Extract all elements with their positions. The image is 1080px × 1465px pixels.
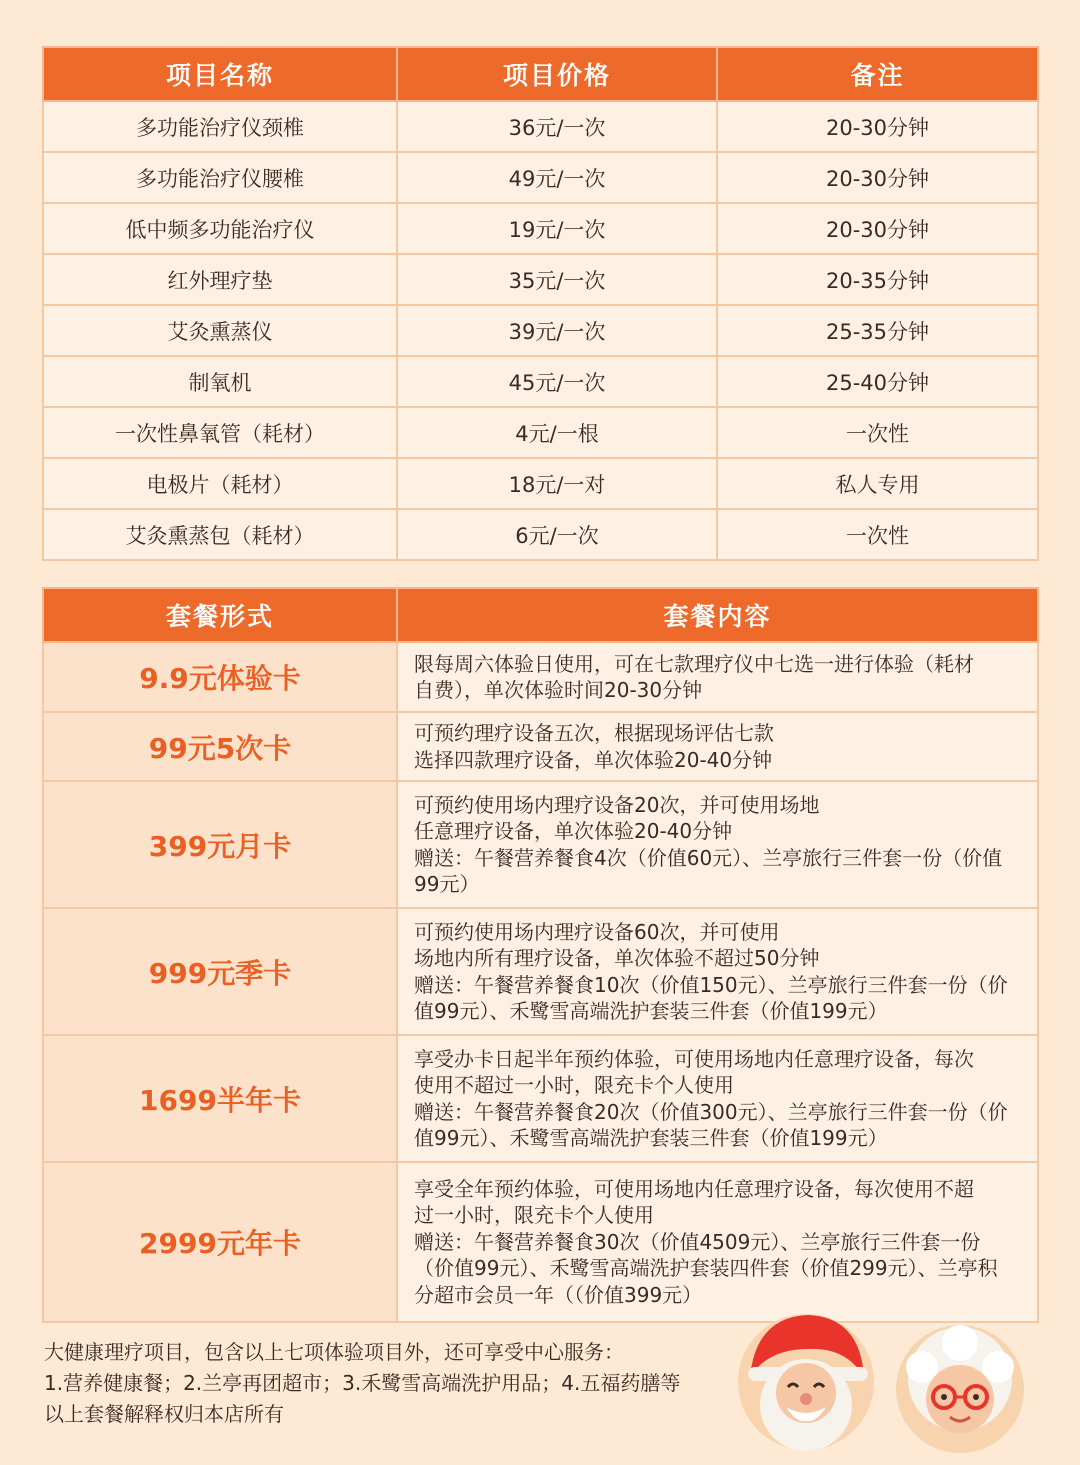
package-description-line: 选择四款理疗设备，单次体验20-40分钟 [414, 747, 773, 772]
table-row [43, 152, 1038, 203]
item-name: 艾灸熏蒸仪 [43, 305, 397, 356]
package-name: 2999元年卡 [43, 1162, 397, 1322]
package-description [397, 712, 1038, 781]
package-description [397, 908, 1038, 1035]
package-description [397, 781, 1038, 908]
package-description-line: 可预约理疗设备五次，根据现场评估七款 [414, 721, 774, 745]
package-row [43, 642, 1038, 712]
package-description-line: （价值99元）、禾鹭雪高端洗护套装四件套（价值299元）、兰亭积 [414, 1256, 998, 1281]
package-description [397, 642, 1038, 712]
header-package-type: 套餐形式 [43, 588, 397, 642]
item-name: 制氧机 [43, 356, 397, 407]
package-description-line: 享受办卡日起半年预约体验，可使用场地内任意理疗设备，每次 [414, 1046, 974, 1071]
item-name: 艾灸熏蒸包（耗材） [43, 509, 397, 560]
item-price: 4元/一根 [397, 407, 717, 458]
item-remark: 20-30分钟 [717, 152, 1038, 203]
package-description-line: 可预约使用场内理疗设备20次，并可使用场地 [414, 792, 820, 817]
package-table [42, 587, 1039, 1323]
table-row [43, 305, 1038, 356]
header-project-price: 项目价格 [397, 47, 717, 101]
item-remark: 一次性 [717, 407, 1038, 458]
package-description-line: 使用不超过一小时，限充卡个人使用 [414, 1073, 734, 1097]
package-description-line: 值99元）、禾鹭雪高端洗护套装三件套（价值199元） [414, 999, 888, 1023]
table-row [43, 356, 1038, 407]
package-name: 1699半年卡 [43, 1035, 397, 1162]
package-description-line: 赠送：午餐营养餐食30次（价值4509元）、兰亭旅行三件套一份 [414, 1229, 981, 1254]
item-name: 多功能治疗仪颈椎 [43, 101, 397, 152]
header-package-content: 套餐内容 [397, 588, 1038, 642]
package-table-header-row [43, 588, 1038, 642]
footer-notes [44, 1337, 680, 1430]
footer-line: 以上套餐解释权归本店所有 [44, 1402, 284, 1426]
footer-line: 1.营养健康餐；2.兰亭再团超市；3.禾鹭雪高端洗护用品；4.五福药膳等 [44, 1371, 681, 1395]
table-row [43, 458, 1038, 509]
package-description-line: 可预约使用场内理疗设备60次，并可使用 [414, 919, 780, 944]
package-description-line: 场地内所有理疗设备，单次体验不超过50分钟 [414, 946, 820, 970]
item-price: 6元/一次 [397, 509, 717, 560]
package-description-line: 过一小时，限充卡个人使用 [414, 1203, 654, 1228]
package-name: 9.9元体验卡 [43, 642, 397, 712]
package-description-line: 值99元）、禾鹭雪高端洗护套装三件套（价值199元） [414, 1126, 888, 1150]
header-remarks: 备注 [717, 47, 1038, 101]
package-name: 999元季卡 [43, 908, 397, 1035]
item-remark: 25-40分钟 [717, 356, 1038, 407]
package-row [43, 712, 1038, 781]
item-price: 49元/一次 [397, 152, 717, 203]
package-row [43, 1035, 1038, 1162]
package-description [397, 1162, 1038, 1322]
item-price: 39元/一次 [397, 305, 717, 356]
package-description-line: 99元） [414, 872, 480, 896]
package-name: 399元月卡 [43, 781, 397, 908]
table-row [43, 101, 1038, 152]
item-name: 一次性鼻氧管（耗材） [43, 407, 397, 458]
item-name: 低中频多功能治疗仪 [43, 203, 397, 254]
item-price: 45元/一次 [397, 356, 717, 407]
item-remark: 私人专用 [717, 458, 1038, 509]
package-description-line: 赠送：午餐营养餐食20次（价值300元）、兰亭旅行三件套一份（价 [414, 1099, 1008, 1124]
price-table [42, 46, 1039, 561]
item-remark: 20-30分钟 [717, 101, 1038, 152]
grandma-mascot-icon [896, 1325, 1024, 1453]
header-project-name: 项目名称 [43, 47, 397, 101]
item-price: 18元/一对 [397, 458, 717, 509]
item-remark: 20-35分钟 [717, 254, 1038, 305]
package-description-line: 任意理疗设备，单次体验20-40分钟 [414, 819, 733, 843]
item-remark: 20-30分钟 [717, 203, 1038, 254]
package-description-line: 赠送：午餐营养餐食10次（价值150元）、兰亭旅行三件套一份（价 [414, 972, 1008, 997]
item-name: 电极片（耗材） [43, 458, 397, 509]
package-description-line: 赠送：午餐营养餐食4次（价值60元）、兰亭旅行三件套一份（价值 [414, 845, 1003, 870]
item-name: 红外理疗垫 [43, 254, 397, 305]
package-row [43, 1162, 1038, 1322]
package-row [43, 908, 1038, 1035]
table-row [43, 203, 1038, 254]
package-description [397, 1035, 1038, 1162]
table-row [43, 254, 1038, 305]
footer-line: 大健康理疗项目，包含以上七项体验项目外，还可享受中心服务： [44, 1340, 624, 1364]
item-remark: 25-35分钟 [717, 305, 1038, 356]
item-price: 19元/一次 [397, 203, 717, 254]
package-description-line: 限每周六体验日使用，可在七款理疗仪中七选一进行体验（耗材 [414, 651, 974, 676]
package-description-line: 自费），单次体验时间20-30分钟 [414, 678, 703, 702]
package-description-line: 分超市会员一年（（价值399元） [414, 1282, 703, 1307]
package-name: 99元5次卡 [43, 712, 397, 781]
item-price: 35元/一次 [397, 254, 717, 305]
table-row [43, 407, 1038, 458]
price-table-header-row [43, 47, 1038, 101]
item-remark: 一次性 [717, 509, 1038, 560]
item-name: 多功能治疗仪腰椎 [43, 152, 397, 203]
item-price: 36元/一次 [397, 101, 717, 152]
table-row [43, 509, 1038, 560]
package-row [43, 781, 1038, 908]
grandpa-mascot-icon [738, 1314, 874, 1451]
elderly-couple-mascot-icon [736, 1307, 1036, 1457]
package-description-line: 享受全年预约体验，可使用场地内任意理疗设备，每次使用不超 [414, 1176, 974, 1201]
elderly-couple-mascot-illustration [736, 1307, 1036, 1457]
